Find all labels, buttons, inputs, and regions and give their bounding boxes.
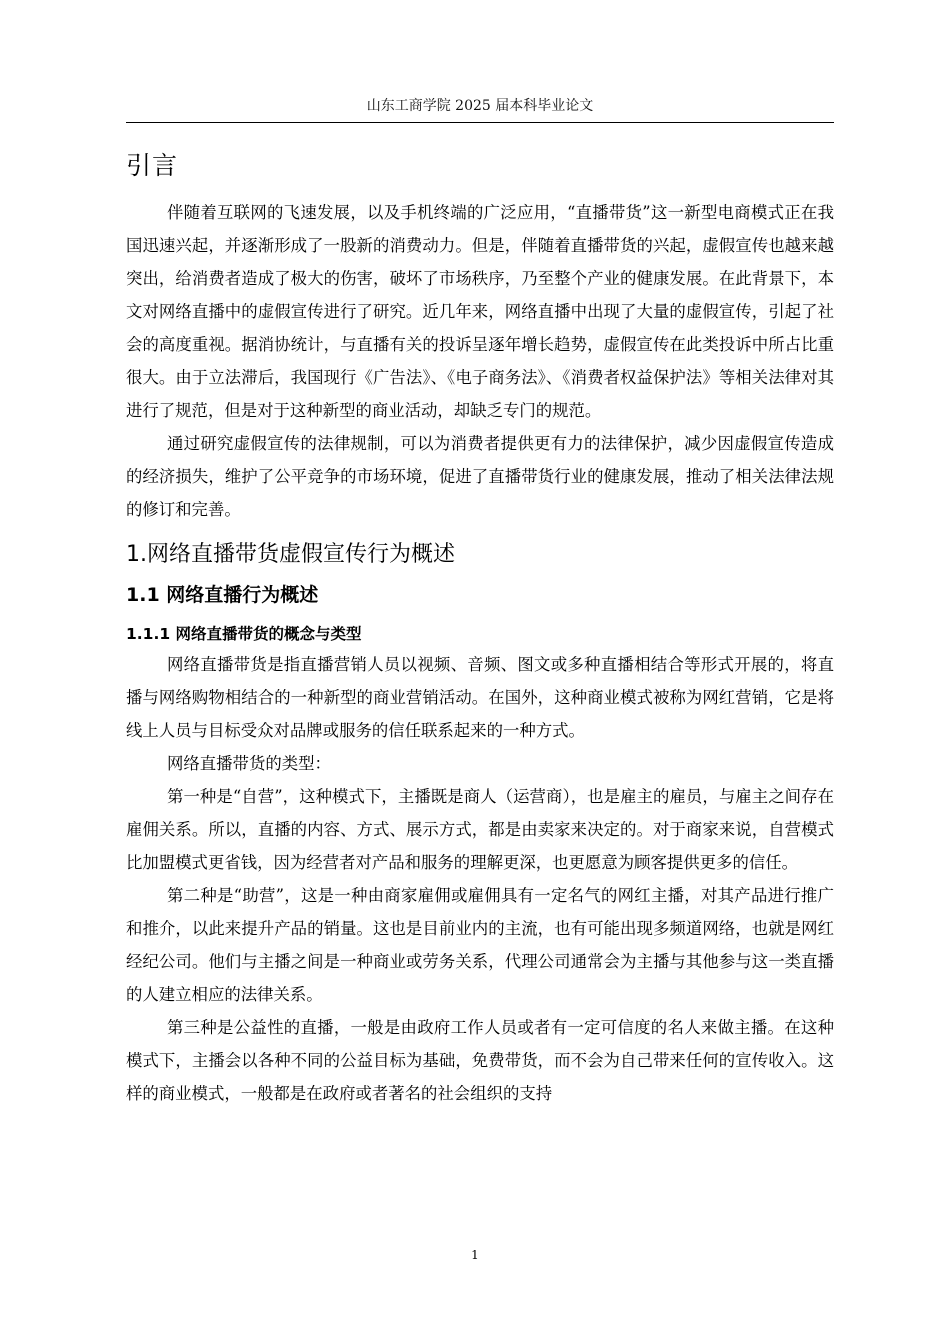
body-paragraph-type-2: 第二种是“助营”，这是一种由商家雇佣或雇佣具有一定名气的网红主播，对其产品进行推广和推介，以此来提升产品的销量。这也是目前业内的主流，也有可能出现多频道网络，也就是网红经纪公司。他们与主播之间是一种商业或劳务关系，代理公司通常会为主播与其他参与这一类直播的人建立相应的法律关系。 xyxy=(126,886,834,1004)
running-header: 山东工商学院 2025 届本科毕业论文 xyxy=(366,98,594,114)
section-1-1-heading: 1.1 网络直播行为概述 xyxy=(126,584,319,606)
body-paragraph-type-3: 第三种是公益性的直播，一般是由政府工作人员或者有一定可信度的名人来做主播。在这种模式下，主播会以各种不同的公益目标为基础，免费带货，而不会为自己带来任何的宣传收入。这样的商业模式，一般都是在政府或者著名的社会组织的支持 xyxy=(126,1018,834,1103)
body-paragraph-types-intro: 网络直播带货的类型： xyxy=(167,754,331,773)
page-number: 1 xyxy=(471,1248,479,1262)
header-divider xyxy=(126,122,834,123)
body-paragraph-type-1: 第一种是“自营”，这种模式下，主播既是商人（运营商），也是雇主的雇员，与雇主之间存在雇佣关系。所以，直播的内容、方式、展示方式，都是由卖家来决定的。对于商家来说，自营模式比加盟模式更省钱，因为经营者对产品和服务的理解更深，也更愿意为顾客提供更多的信任。 xyxy=(126,787,834,872)
page-body xyxy=(126,146,834,1110)
section-1-1-1-heading: 1.1.1 网络直播带货的概念与类型 xyxy=(126,625,362,643)
intro-paragraph-1: 伴随着互联网的飞速发展，以及手机终端的广泛应用，“直播带货”这一新型电商模式正在我国迅速兴起，并逐渐形成了一股新的消费动力。但是，伴随着直播带货的兴起，虚假宣传也越来越突出，给消费者造成了极大的伤害，破坏了市场秩序，乃至整个产业的健康发展。在此背景下，本文对网络直播中的虚假宣传进行了研究。近几年来，网络直播中出现了大量的虚假宣传，引起了社会的高度重视。据消协统计，与直播有关的投诉呈逐年增长趋势，虚假宣传在此类投诉中所占比重很大。由于立法滞后，我国现行《广告法》、《电子商务法》、《消费者权益保护法》等相关法律对其进行了规范，但是对于这种新型的商业活动，却缺乏专门的规范。 xyxy=(126,203,834,420)
intro-heading: 引言 xyxy=(126,151,179,180)
body-paragraph-definition: 网络直播带货是指直播营销人员以视频、音频、图文或多种直播相结合等形式开展的，将直播与网络购物相结合的一种新型的商业营销活动。在国外，这种商业模式被称为网红营销，它是将线上人员与目标受众对品牌或服务的信任联系起来的一种方式。 xyxy=(126,655,834,740)
section-1-heading: 1.网络直播带货虚假宣传行为概述 xyxy=(126,542,455,567)
intro-paragraph-2: 通过研究虚假宣传的法律规制，可以为消费者提供更有力的法律保护，减少因虚假宣传造成的经济损失，维护了公平竞争的市场环境，促进了直播带货行业的健康发展，推动了相关法律法规的修订和完善。 xyxy=(126,434,834,519)
